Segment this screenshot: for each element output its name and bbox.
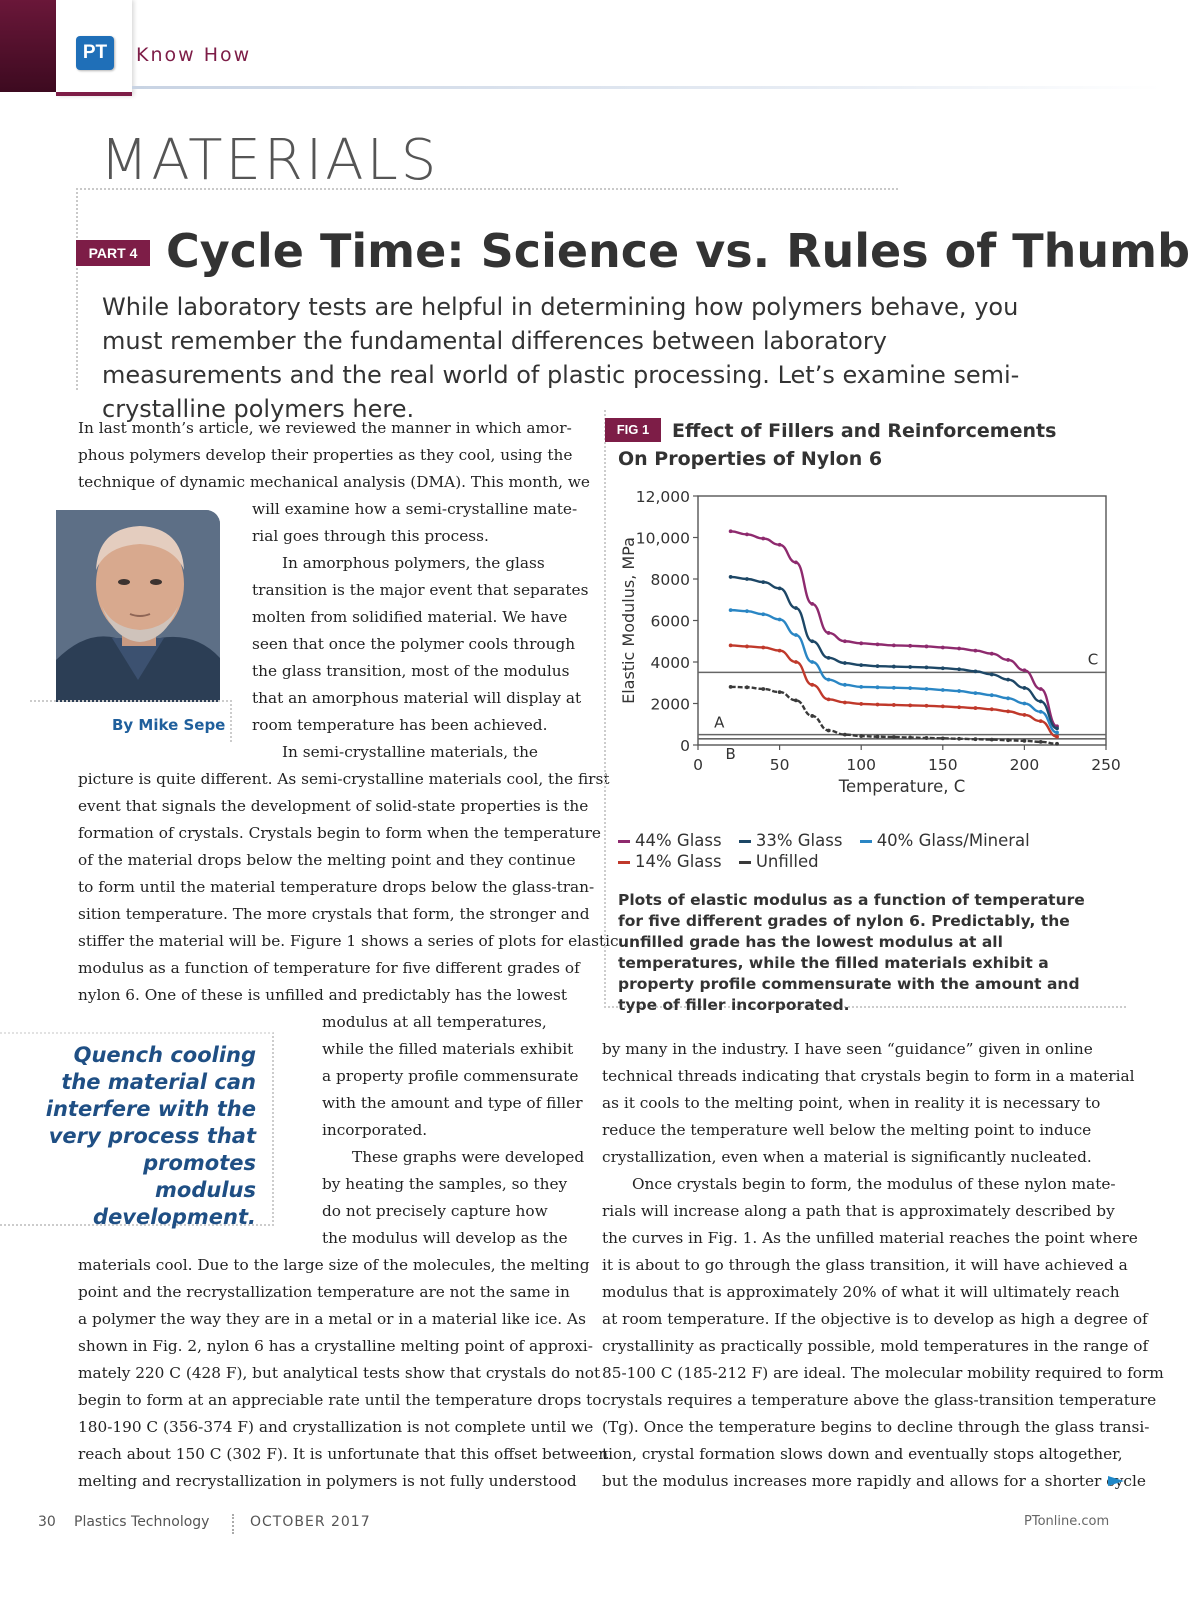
data-point xyxy=(761,612,765,616)
data-point xyxy=(810,683,814,687)
data-point xyxy=(729,608,733,612)
data-point xyxy=(957,705,961,709)
magazine-name: Plastics Technology xyxy=(74,1514,210,1530)
legend-label: 44% Glass xyxy=(635,831,722,850)
text-line: modulus at all temperatures, xyxy=(322,1013,547,1031)
data-point xyxy=(827,729,831,733)
text-line: modulus as a function of temperature for five different grades of xyxy=(78,959,580,977)
data-point xyxy=(941,666,945,670)
y-tick-label: 0 xyxy=(680,737,690,755)
text-line: molten from solidified material. We have xyxy=(252,608,568,626)
data-point xyxy=(843,683,847,687)
data-point xyxy=(778,618,782,622)
data-point xyxy=(827,678,831,682)
page-number: 30 xyxy=(38,1514,56,1530)
text-line: phous polymers develop their properties as they cool, using the xyxy=(78,446,573,464)
data-point xyxy=(761,687,765,691)
data-point xyxy=(778,543,782,547)
data-point xyxy=(876,703,880,707)
col1-middle xyxy=(78,766,619,1009)
data-point xyxy=(859,734,863,738)
y-tick-label: 2000 xyxy=(650,695,690,714)
data-point xyxy=(859,702,863,706)
data-point xyxy=(990,673,994,677)
text-line: shown in Fig. 2, nylon 6 has a crystalline melting point of approxi- xyxy=(78,1337,593,1355)
text-line: to form until the material temperature drops below the glass-tran- xyxy=(78,878,595,896)
data-point xyxy=(745,645,749,649)
data-point xyxy=(729,529,733,533)
issue-date: OCTOBER 2017 xyxy=(250,1514,371,1530)
text-line: by many in the industry. I have seen “guidance” given in online xyxy=(602,1040,1093,1058)
text-line: as it cools to the melting point, when in reality it is necessary to xyxy=(602,1094,1101,1112)
data-point xyxy=(794,633,798,637)
data-point xyxy=(745,577,749,581)
byline: By Mike Sepe xyxy=(112,716,226,734)
text-line: In last month’s article, we reviewed the manner in which amor- xyxy=(78,419,572,437)
data-point xyxy=(908,736,912,740)
text-line: picture is quite different. As semi-crystalline materials cool, the first xyxy=(78,770,610,788)
col1-beside-quote xyxy=(322,1009,584,1252)
text-line: reach about 150 C (302 F). It is unfortunate that this offset between xyxy=(78,1445,609,1463)
legend-label: 14% Glass xyxy=(635,852,722,871)
data-point xyxy=(990,707,994,711)
data-point xyxy=(1055,731,1059,735)
text-line: the curves in Fig. 1. As the unfilled material reaches the point where xyxy=(602,1229,1138,1247)
x-axis-label: Temperature, C xyxy=(838,777,966,796)
data-point xyxy=(729,644,733,648)
text-line: sition temperature. The more crystals that form, the stronger and xyxy=(78,905,590,923)
text-line: but the modulus increases more rapidly and allows for a shorter cycle xyxy=(602,1472,1146,1490)
reference-label-c: C xyxy=(1087,650,1099,669)
y-tick-label: 4000 xyxy=(650,654,690,672)
legend-item xyxy=(739,830,843,851)
data-point xyxy=(892,686,896,690)
text-line: In semi-crystalline materials, the xyxy=(282,743,538,761)
section-label: Know How xyxy=(136,44,252,66)
chart-legend xyxy=(618,830,1098,872)
text-line: point and the recrystallization temperature are not the same in xyxy=(78,1283,570,1301)
data-point xyxy=(745,532,749,536)
text-line: begin to form at an appreciable rate until the temperature drops to xyxy=(78,1391,602,1409)
reference-label-b: B xyxy=(725,744,736,763)
text-line: the glass transition, most of the modulus xyxy=(252,662,570,680)
data-point xyxy=(1006,658,1010,662)
data-point xyxy=(925,704,929,708)
data-point xyxy=(761,646,765,650)
figure-caption: Plots of elastic modulus as a function of temperature for five different grades of nylon 6. Predictably, the unfilled grade has the lowest modulus at all temperatures, while the filled materials exhibit a property profile commensurate with the amount and type of filler incorporated. xyxy=(618,891,1085,1014)
data-point xyxy=(990,738,994,742)
data-point xyxy=(990,652,994,656)
data-point xyxy=(908,665,912,669)
text-line: materials cool. Due to the large size of the molecules, the melting xyxy=(78,1256,590,1274)
data-point xyxy=(876,685,880,689)
legend-swatch xyxy=(618,861,630,864)
headline: Cycle Time: Science vs. Rules of Thumb xyxy=(166,224,1191,278)
data-point xyxy=(778,586,782,590)
data-point xyxy=(892,703,896,707)
text-line: seen that once the polymer cools through xyxy=(252,635,576,653)
legend-label: Unfilled xyxy=(755,852,819,871)
data-point xyxy=(908,644,912,648)
text-line: melting and recrystallization in polymers is not fully understood xyxy=(78,1472,577,1490)
data-point xyxy=(957,647,961,651)
x-tick-label: 250 xyxy=(1091,756,1121,774)
text-line: crystals requires a temperature above the glass-transition temperature xyxy=(602,1391,1157,1409)
data-point xyxy=(1039,719,1043,723)
data-point xyxy=(957,737,961,741)
data-point xyxy=(974,691,978,695)
x-tick-label: 150 xyxy=(928,756,958,774)
data-point xyxy=(1023,702,1027,706)
x-tick-label: 100 xyxy=(846,756,876,774)
data-point xyxy=(1023,686,1027,690)
legend-swatch xyxy=(739,861,751,864)
figure-title: Effect of Fillers and Reinforcements On Properties of Nylon 6 xyxy=(618,420,1057,470)
deck: While laboratory tests are helpful in determining how polymers behave, you must remember the fundamental differences between laboratory measurements and the real world of plastic processing. Let’s examine semi-crystalline polymers here. xyxy=(102,293,1020,423)
data-point xyxy=(941,646,945,650)
header-corner-bar xyxy=(0,0,56,92)
data-point xyxy=(925,645,929,649)
data-point xyxy=(1006,709,1010,713)
col1-bottom xyxy=(78,1252,608,1495)
y-axis-label: Elastic Modulus, MPa xyxy=(619,537,638,704)
data-point xyxy=(892,665,896,669)
legend-label: 33% Glass xyxy=(755,831,843,850)
reference-label-a: A xyxy=(714,713,725,732)
data-point xyxy=(876,735,880,739)
data-point xyxy=(1023,668,1027,672)
data-point xyxy=(778,690,782,694)
data-point xyxy=(990,693,994,697)
data-point xyxy=(957,667,961,671)
legend-label: 40% Glass/Mineral xyxy=(876,831,1030,850)
data-point xyxy=(843,733,847,737)
data-point xyxy=(859,641,863,645)
data-point xyxy=(1055,727,1059,731)
text-line: a polymer the way they are in a metal or in a material like ice. As xyxy=(78,1310,586,1328)
x-tick-label: 50 xyxy=(769,756,790,774)
footer-separator xyxy=(232,1514,234,1534)
data-point xyxy=(1006,696,1010,700)
col1-beside-photo xyxy=(252,496,588,766)
text-line: do not precisely capture how xyxy=(322,1202,548,1220)
author-photo xyxy=(56,510,220,702)
modulus-chart xyxy=(610,478,1130,823)
data-point xyxy=(974,669,978,673)
data-point xyxy=(761,580,765,584)
text-line: room temperature has been achieved. xyxy=(252,716,548,734)
data-point xyxy=(974,737,978,741)
data-point xyxy=(810,639,814,643)
text-line: reduce the temperature well below the melting point to induce xyxy=(602,1121,1092,1139)
text-line: nylon 6. One of these is unfilled and predictably has the lowest xyxy=(78,986,567,1004)
text-line: with the amount and type of filler xyxy=(322,1094,583,1112)
text-line: incorporated. xyxy=(322,1121,428,1139)
data-point xyxy=(892,735,896,739)
data-point xyxy=(892,644,896,648)
data-point xyxy=(745,609,749,613)
kicker: MATERIALS xyxy=(100,128,440,193)
text-line: transition is the major event that separates xyxy=(252,581,589,599)
text-line: while the filled materials exhibit xyxy=(322,1040,574,1058)
data-point xyxy=(729,575,733,579)
data-point xyxy=(761,537,765,541)
data-point xyxy=(908,686,912,690)
text-line: 180-190 C (356-374 F) and crystallization is not complete until we xyxy=(78,1418,594,1436)
data-point xyxy=(843,639,847,643)
text-line: formation of crystals. Crystals begin to form when the temperature xyxy=(78,824,601,842)
text-line: will examine how a semi-crystalline mate- xyxy=(252,500,578,518)
text-line: Once crystals begin to form, the modulus of these nylon mate- xyxy=(632,1175,1116,1193)
text-line: it is about to go through the glass transition, it will have achieved a xyxy=(602,1256,1128,1274)
text-line: (Tg). Once the temperature begins to decline through the glass transi- xyxy=(602,1418,1150,1436)
data-point xyxy=(794,698,798,702)
part-badge: PART 4 xyxy=(76,240,150,266)
legend-item xyxy=(618,851,722,872)
data-point xyxy=(1006,738,1010,742)
data-point xyxy=(745,685,749,689)
col2-text xyxy=(602,1036,1164,1495)
legend-item xyxy=(618,830,722,851)
data-point xyxy=(827,656,831,660)
data-point xyxy=(794,561,798,565)
text-line: crystallization, even when a material is significantly nucleated. xyxy=(602,1148,1092,1166)
y-tick-label: 10,000 xyxy=(635,529,690,548)
text-line: by heating the samples, so they xyxy=(322,1175,568,1193)
text-line: technical threads indicating that crystals begin to form in a material xyxy=(602,1067,1135,1085)
text-line: mately 220 C (428 F), but analytical tests show that crystals do not xyxy=(78,1364,601,1382)
data-point xyxy=(827,697,831,701)
data-point xyxy=(876,664,880,668)
text-line: 85-100 C (185-212 F) are ideal. The molecular mobility required to form xyxy=(602,1364,1164,1382)
legend-swatch xyxy=(618,840,630,843)
text-line: a property profile commensurate xyxy=(322,1067,579,1085)
data-point xyxy=(876,642,880,646)
x-tick-label: 200 xyxy=(1009,756,1040,774)
text-line: stiffer the material will be. Figure 1 shows a series of plots for elastic xyxy=(78,932,619,950)
data-point xyxy=(794,660,798,664)
data-point xyxy=(974,649,978,653)
text-line: In amorphous polymers, the glass xyxy=(282,554,545,572)
data-point xyxy=(810,602,814,606)
data-point xyxy=(1055,742,1059,746)
data-point xyxy=(843,701,847,705)
data-point xyxy=(843,661,847,665)
pullquote: Quench cooling the material can interfere with the very process that promotes modulus development. xyxy=(45,1043,256,1229)
series-line-40-glass-mineral xyxy=(731,610,1057,732)
col1-top xyxy=(78,415,590,496)
data-point xyxy=(810,714,814,718)
text-line: of the material drops below the melting point and they continue xyxy=(78,851,576,869)
data-point xyxy=(925,687,929,691)
y-tick-label: 8000 xyxy=(650,571,690,589)
data-point xyxy=(1023,739,1027,743)
data-point xyxy=(941,688,945,692)
legend-item xyxy=(860,830,1030,851)
data-point xyxy=(794,606,798,610)
text-line: tion, crystal formation slows down and eventually stops altogether, xyxy=(602,1445,1123,1463)
data-point xyxy=(925,665,929,669)
legend-item xyxy=(739,851,819,872)
plot-frame xyxy=(698,496,1106,745)
continue-arrow-icon xyxy=(1108,1476,1124,1486)
data-point xyxy=(778,649,782,653)
header-divider xyxy=(132,86,1162,89)
text-line: rial goes through this process. xyxy=(252,527,489,545)
data-point xyxy=(859,663,863,667)
data-point xyxy=(827,631,831,635)
legend-swatch xyxy=(860,840,872,843)
data-point xyxy=(1039,710,1043,714)
pt-logo: PT xyxy=(76,36,114,70)
data-point xyxy=(974,706,978,710)
data-point xyxy=(925,736,929,740)
data-point xyxy=(1039,740,1043,744)
data-point xyxy=(810,660,814,664)
x-tick-label: 0 xyxy=(693,756,703,774)
data-point xyxy=(908,703,912,707)
text-line: that an amorphous material will display at xyxy=(252,689,582,707)
text-line: modulus that is approximately 20% of what it will ultimately reach xyxy=(602,1283,1120,1301)
data-point xyxy=(1023,713,1027,717)
text-line: technique of dynamic mechanical analysis (DMA). This month, we xyxy=(78,473,590,491)
text-line: at room temperature. If the objective is to develop as high a degree of xyxy=(602,1310,1148,1328)
y-tick-label: 6000 xyxy=(650,612,690,631)
data-point xyxy=(1039,700,1043,704)
y-tick-label: 12,000 xyxy=(635,488,690,506)
data-point xyxy=(859,685,863,689)
figure-badge: FIG 1 xyxy=(605,418,661,442)
data-point xyxy=(941,705,945,709)
data-point xyxy=(1055,735,1059,739)
data-point xyxy=(1006,678,1010,682)
data-point xyxy=(1039,687,1043,691)
text-line: crystallinity as practically possible, mold temperatures in the range of xyxy=(602,1337,1149,1355)
site-url: PTonline.com xyxy=(1024,1514,1110,1529)
text-line: These graphs were developed xyxy=(352,1148,585,1166)
data-point xyxy=(729,685,733,689)
text-line: the modulus will develop as the xyxy=(322,1229,568,1247)
text-line: event that signals the development of solid-state properties is the xyxy=(78,797,589,815)
legend-swatch xyxy=(739,840,751,843)
data-point xyxy=(957,689,961,693)
text-line: rials will increase along a path that is approximately described by xyxy=(602,1202,1115,1220)
data-point xyxy=(941,736,945,740)
